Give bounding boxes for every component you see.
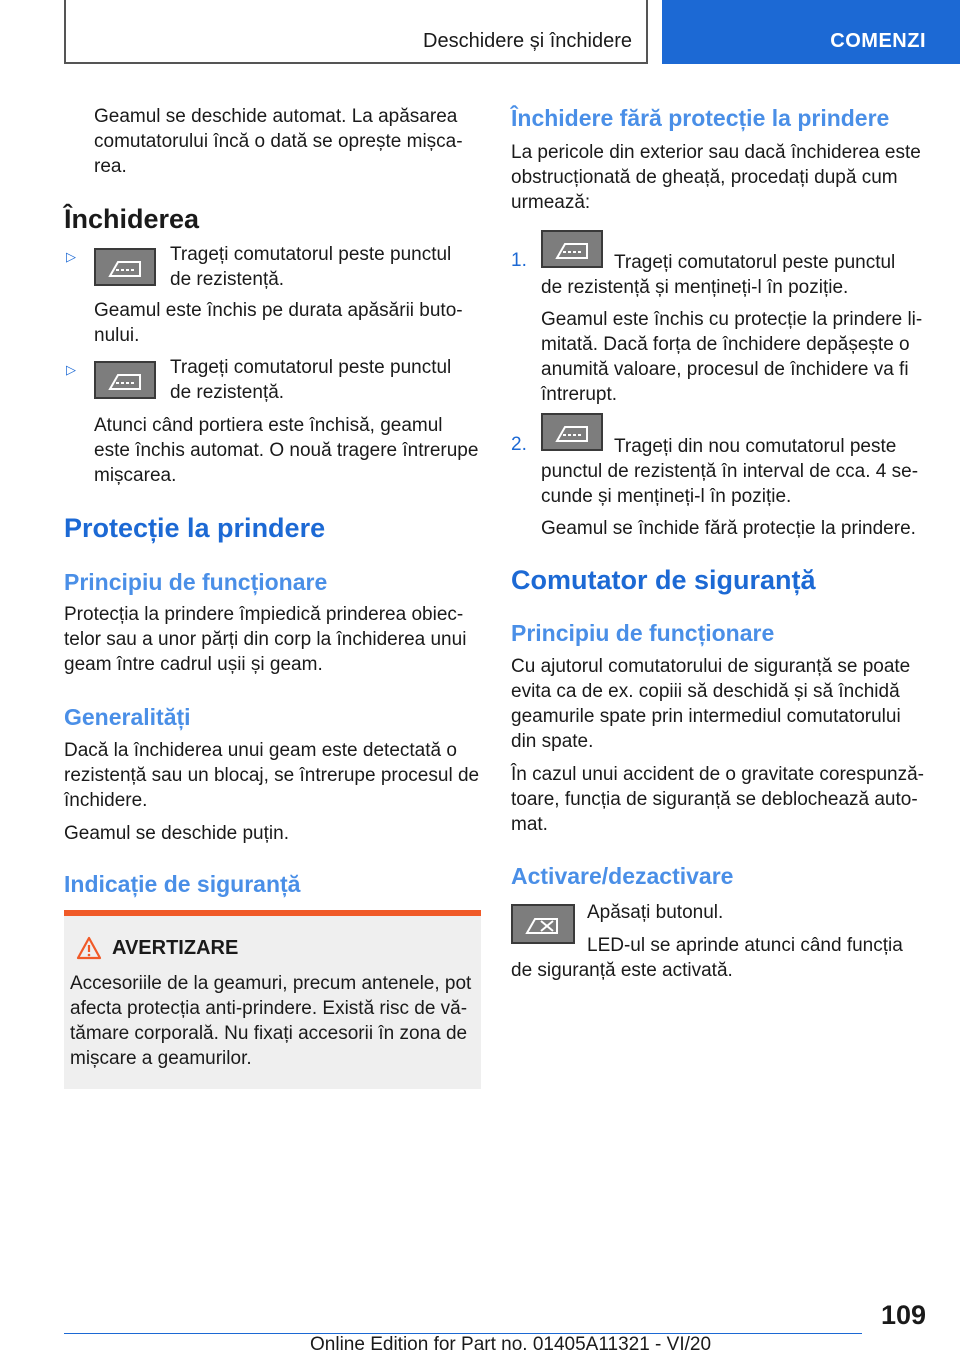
closing-2-action-line-1: Trageți comutatorul peste punctul xyxy=(170,357,452,378)
closing-2-result-line-2: este închis automat. O nouă tragere întrerupe xyxy=(94,440,479,461)
intro-line-2: comutatorului încă o dată se oprește mișca- xyxy=(94,131,463,152)
closing-2-result-line-1: Atunci când portiera este închisă, geamul xyxy=(94,415,443,436)
closing-1-action-line-1: Trageți comutatorul peste punctul xyxy=(170,244,452,265)
step-2-number: 2. xyxy=(511,434,527,455)
footer-edition: Online Edition for Part no. 01405A11321 - VI/20 xyxy=(310,1334,712,1355)
header-section-box xyxy=(64,0,648,64)
closing-heading: Închiderea xyxy=(64,204,200,234)
step-1-result-2: mitată. Dacă forța de închidere depășește o xyxy=(541,334,910,355)
warning-triangle-icon xyxy=(76,936,102,960)
closing-1-action-line-2: de rezistență. xyxy=(170,269,285,290)
switch-principle-heading: Principiu de funcționare xyxy=(511,620,775,646)
no-pinch-line-1: La pericole din exterior sau dacă închiderea este xyxy=(511,142,921,163)
step-1-result-3: anumită valoare, procesul de închidere va fi xyxy=(541,359,909,380)
warning-line-3: tămare corporală. Nu fixați accesorii în zona de xyxy=(70,1023,468,1044)
warning-label: AVERTIZARE xyxy=(112,937,239,959)
principle-line-1: Protecția la prindere împiedică prinderea obiec- xyxy=(64,604,464,625)
header-chapter-title: COMENZI xyxy=(830,30,926,52)
warning-box xyxy=(64,916,481,1089)
principle-line-2: telor sau a unor părți din corp la închiderea unui xyxy=(64,629,467,650)
window-switch-pull-icon xyxy=(541,230,603,268)
step-1-line-2: de rezistență și mențineți-l în poziție. xyxy=(541,277,849,298)
step-1-line-1: Trageți comutatorul peste punctul xyxy=(614,252,896,273)
step-2-line-1: Trageți din nou comutatorul peste xyxy=(614,436,897,457)
accident-line-3: mat. xyxy=(511,814,548,835)
header-chapter-box xyxy=(662,0,960,64)
intro-line-3: rea. xyxy=(94,156,127,177)
pinch-protection-heading: Protecție la prindere xyxy=(64,513,326,543)
window-switch-pull-icon xyxy=(94,248,156,286)
safety-switch-heading: Comutator de siguranță xyxy=(511,565,816,595)
warning-line-1: Accesoriile de la geamuri, precum antenele, pot xyxy=(70,973,472,994)
led-line-1: LED-ul se aprinde atunci când funcția xyxy=(587,935,903,956)
step-2-line-2: punctul de rezistență în interval de cca. 4 se- xyxy=(541,461,919,482)
activation-heading: Activare/dezactivare xyxy=(511,863,734,889)
press-button-text: Apăsați butonul. xyxy=(587,902,724,923)
window-switch-pull-icon xyxy=(94,361,156,399)
step-1-result-1: Geamul este închis cu protecție la prindere li- xyxy=(541,309,923,330)
general-heading: Generalități xyxy=(64,704,191,730)
switch-principle-line-3: geamurile spate prin intermediul comutatorului xyxy=(511,706,901,727)
step-1-result-4: întrerupt. xyxy=(541,384,618,405)
step-2-result-1: Geamul se închide fără protecție la prindere. xyxy=(541,518,916,539)
closing-2-action-line-2: de rezistență. xyxy=(170,382,285,403)
warning-line-2: afecta protecția anti-prindere. Există risc de vă- xyxy=(70,998,468,1019)
switch-principle-line-4: din spate. xyxy=(511,731,594,752)
intro-line-1: Geamul se deschide automat. La apăsarea xyxy=(94,106,458,127)
warning-line-4: mișcare a geamurilor. xyxy=(70,1048,252,1069)
general-line-2: rezistență sau un blocaj, se întrerupe procesul de xyxy=(64,765,480,786)
step-2-line-3: cunde și mențineți-l în poziție. xyxy=(541,486,792,507)
switch-principle-line-1: Cu ajutorul comutatorului de siguranță se poate xyxy=(511,656,911,677)
closing-2-result-line-3: mișcarea. xyxy=(94,465,177,486)
closing-1-result-line-2: nului. xyxy=(94,325,140,346)
principle-heading: Principiu de funcționare xyxy=(64,569,328,595)
no-pinch-line-2: obstrucționată de gheață, procedați după cum xyxy=(511,167,898,188)
header-section-title: Deschidere și închidere xyxy=(423,30,632,52)
page-number: 109 xyxy=(880,1300,926,1330)
accident-line-1: În cazul unui accident de o gravitate corespunză- xyxy=(511,764,924,785)
no-pinch-heading: Închidere fără protecție la prindere xyxy=(511,105,890,131)
general-line-4: Geamul se deschide puțin. xyxy=(64,823,289,844)
accident-line-2: toare, funcția de siguranță se deblochează auto- xyxy=(511,789,918,810)
general-line-3: închidere. xyxy=(64,790,148,811)
principle-line-3: geam între cadrul ușii și geam. xyxy=(64,654,323,675)
window-switch-pull-icon xyxy=(541,413,603,451)
general-line-1: Dacă la închiderea unui geam este detectată o xyxy=(64,740,457,761)
bullet-triangle-icon: ▷ xyxy=(66,362,76,377)
led-line-2: de siguranță este activată. xyxy=(511,960,733,981)
window-lock-switch-icon xyxy=(511,904,575,944)
step-1-number: 1. xyxy=(511,250,527,271)
no-pinch-line-3: urmează: xyxy=(511,192,591,213)
bullet-triangle-icon: ▷ xyxy=(66,249,76,264)
safety-heading: Indicație de siguranță xyxy=(64,871,301,897)
closing-1-result-line-1: Geamul este închis pe durata apăsării buto- xyxy=(94,300,463,321)
switch-principle-line-2: evita ca de ex. copiii să deschidă și să închidă xyxy=(511,681,900,702)
